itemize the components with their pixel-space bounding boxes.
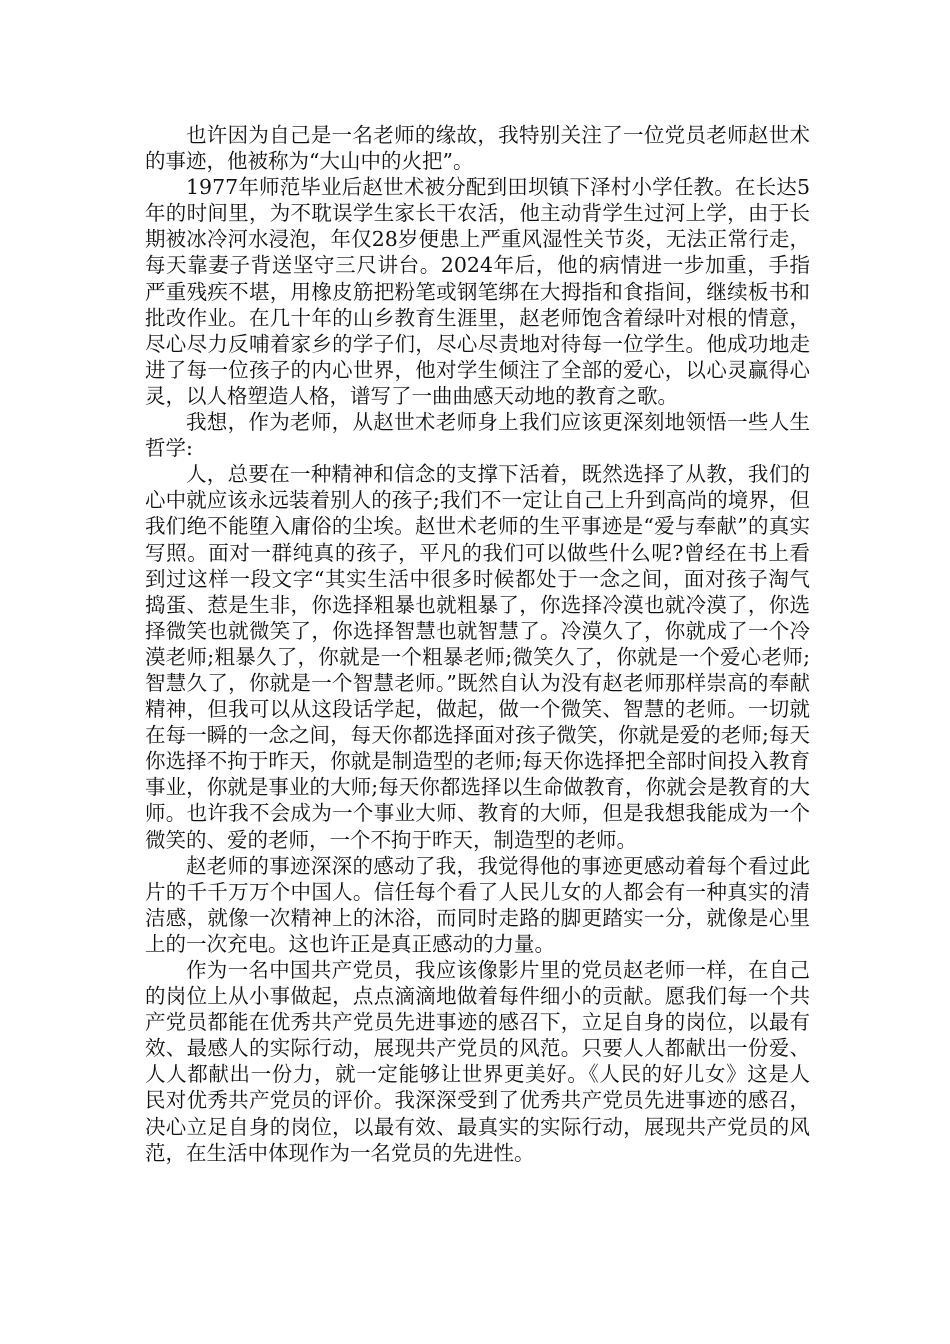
paragraph-conclusion: 作为一名中国共产党员，我应该像影片里的党员赵老师一样，在自己的岗位上从小事做起，点点滴滴地做着每件细小的贡献。愿我们每一个共产党员都能在优秀共产党员先进事迹的感召下，立足自身的岗位，以最有效、最感人的实际行动，展现共产党员的风范。只要人人都献出一份爱、人人都献出一份力，就一定能够让世界更美好。《人民的好儿女》这是人民对优秀共产党员的评价。我深深受到了优秀共产党员先进事迹的感召，决心立足自身的岗位，以最有效、最真实的实际行动，展现共产党员的风范，在生活中体现作为一名党员的先进性。 xyxy=(145,958,810,1165)
paragraph-philosophy: 人，总要在一种精神和信念的支撑下活着，既然选择了从教，我们的心中就应该永远装着别人的孩子;我们不一定让自己上升到高尚的境界，但我们绝不能堕入庸俗的尘埃。赵世术老师的生平事迹是“爱与奉献”的真实写照。面对一群纯真的孩子，平凡的我们可以做些什么呢?曾经在书上看到过这样一段文字“其实生活中很多时候都处于一念之间，面对孩子淘气捣蛋、惹是生非，你选择粗暴也就粗暴了，你选择冷漠也就冷漠了，你选择微笑也就微笑了，你选择智慧也就智慧了。冷漠久了，你就成了一个冷漠老师;粗暴久了，你就是一个粗暴老师;微笑久了，你就是一个爱心老师;智慧久了，你就是一个智慧老师。”既然自认为没有赵老师那样崇高的奉献精神，但我可以从这段话学起，做起，做一个微笑、智慧的老师。一切就在每一瞬的一念之间，每天你都选择面对孩子微笑，你就是爱的老师;每天你选择不拘于昨天，你就是制造型的老师;每天你选择把全部时间投入教育事业，你就是事业的大师;每天你都选择以生命做教育，你就会是教育的大师。也许我不会成为一个事业大师、教育的大师，但是我想我能成为一个微笑的、爱的老师，一个不拘于昨天，制造型的老师。 xyxy=(145,462,810,852)
document-body xyxy=(145,122,810,1166)
paragraph-intro: 也许因为自己是一名老师的缘故，我特别关注了一位党员老师赵世术的事迹，他被称为“大山中的火把”。 xyxy=(145,123,810,174)
paragraph-biography: 1977年师范毕业后赵世术被分配到田坝镇下泽村小学任教。在长达5年的时间里，为不耽误学生家长干农活，他主动背学生过河上学，由于长期被冰冷河水浸泡，年仅28岁便患上严重风湿性关节炎，无法正常行走，每天靠妻子背送坚守三尺讲台。2024年后，他的病情进一步加重，手指严重残疾不堪，用橡皮筋把粉笔或钢笔绑在大拇指和食指间，继续板书和批改作业。在几十年的山乡教育生涯里，赵老师饱含着绿叶对根的情意，尽心尽力反哺着家乡的学子们，尽心尽责地对待每一位学生。他成功地走进了每一位孩子的内心世界，他对学生倾注了全部的爱心，以心灵赢得心灵，以人格塑造人格，谱写了一曲曲感天动地的教育之歌。 xyxy=(145,175,810,408)
paragraph-reflection-lead: 我想，作为老师，从赵世术老师身上我们应该更深刻地领悟一些人生哲学: xyxy=(145,410,810,461)
paragraph-impact: 赵老师的事迹深深的感动了我，我觉得他的事迹更感动着每个看过此片的千千万万个中国人。信任每个看了人民儿女的人都会有一种真实的清洁感，就像一次精神上的沐浴，而同时走路的脚更踏实一分，就像是心里上的一次充电。这也许正是真正感动的力量。 xyxy=(145,853,810,956)
